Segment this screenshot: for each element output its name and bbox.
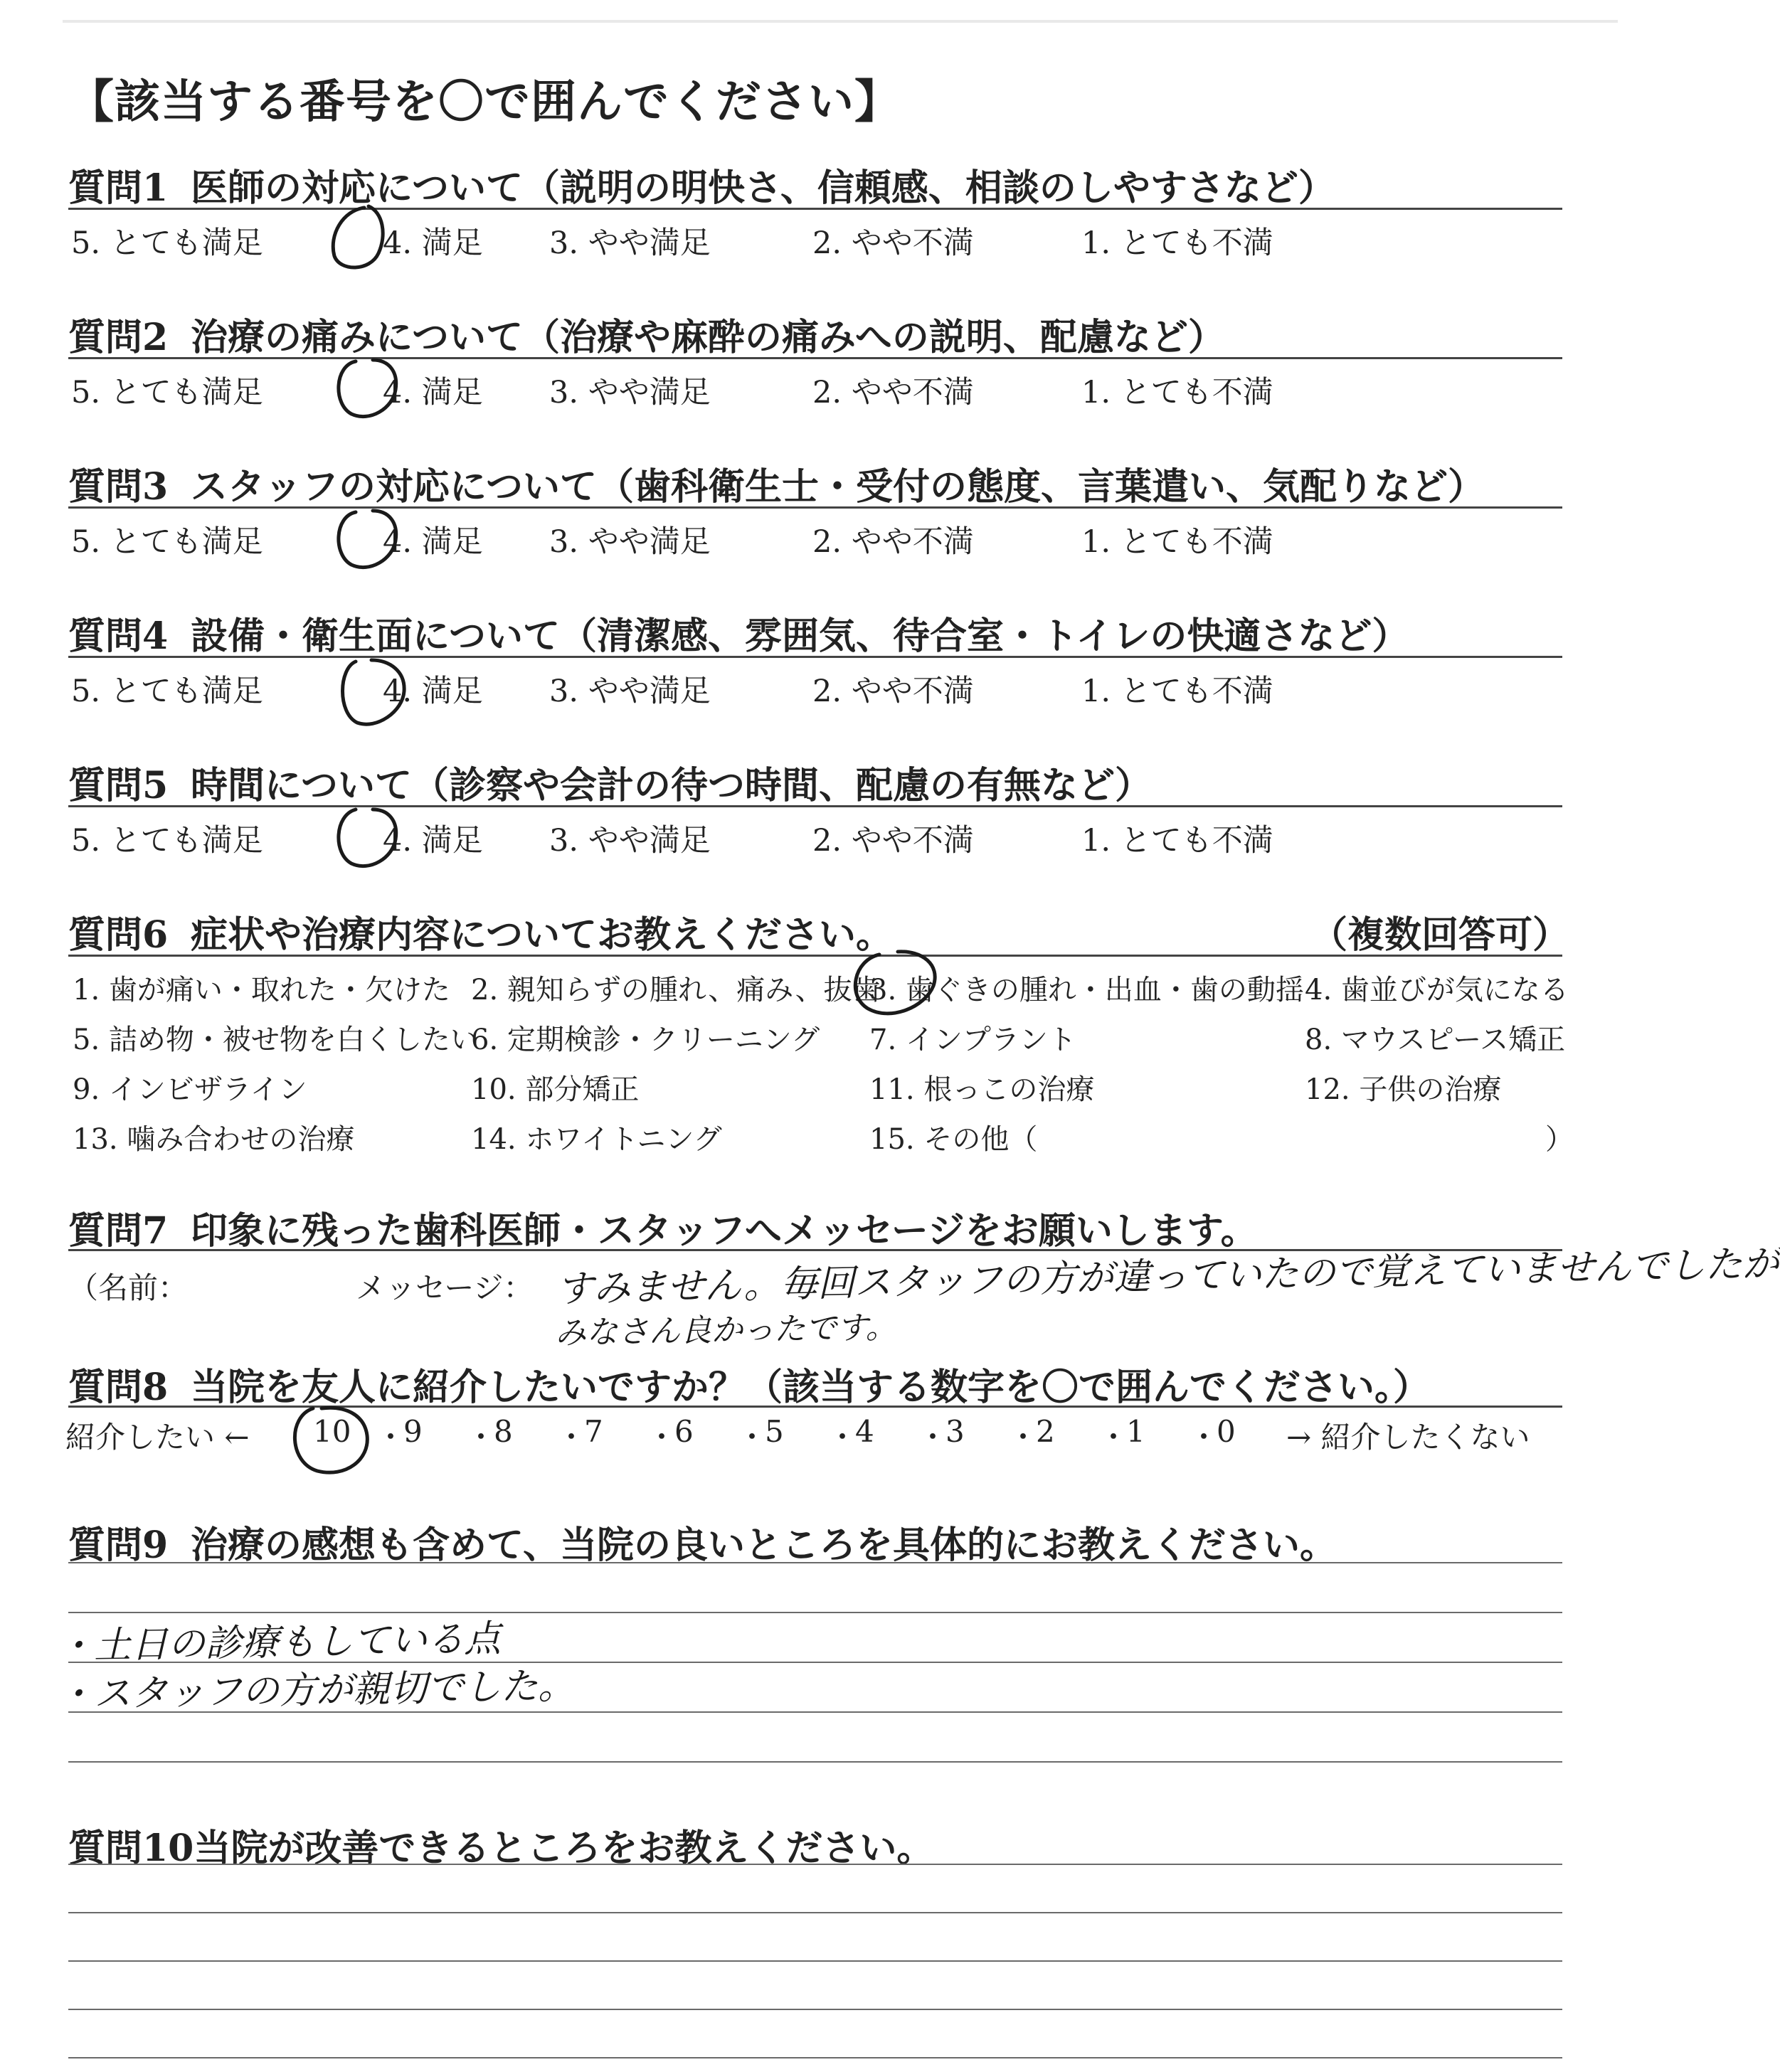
q5-number: 質問5	[68, 764, 169, 807]
q3-option-2[interactable]: 2. やや不満	[812, 524, 974, 560]
q4-option-1[interactable]: 1. とても不満	[1081, 674, 1273, 709]
q8-text: 当院を友人に紹介したいですか？（該当する数字を〇で囲んでください。）	[191, 1366, 1431, 1409]
q6-option-13[interactable]: 13. 噛み合わせの治療	[73, 1123, 355, 1156]
q4-number: 質問4	[68, 615, 169, 658]
q8-left-label: 紹介したい ←	[65, 1420, 250, 1455]
q4-selection-circle	[343, 660, 405, 724]
q1-selection-circle	[333, 206, 383, 267]
q4-option-4[interactable]: 4. 満足	[383, 674, 483, 709]
q3-number: 質問3	[68, 465, 169, 509]
q4-text: 設備・衛生面について（清潔感、雰囲気、待合室・トイレの快適さなど）	[191, 615, 1409, 658]
q2-text: 治療の痛みについて（治療や麻酔の痛みへの説明、配慮など）	[191, 316, 1225, 359]
q9-handwritten-answer-line1: ・土日の診療もしている点	[56, 1617, 502, 1668]
q3-option-4[interactable]: 4. 満足	[383, 524, 483, 560]
q6-multiple-note: （複数回答可）	[1310, 913, 1570, 957]
q2-selection-circle	[339, 360, 396, 417]
q5-option-3[interactable]: 3. やや満足	[549, 823, 711, 859]
q10-number: 質問10	[68, 1827, 194, 1870]
q4-option-5[interactable]: 5. とても満足	[71, 674, 263, 709]
q8-scale-3[interactable]: 3	[945, 1414, 965, 1449]
q5-option-1[interactable]: 1. とても不満	[1081, 823, 1273, 859]
q8-scale-9[interactable]: 9	[403, 1414, 423, 1449]
q8-selection-circle	[295, 1408, 367, 1472]
q8-scale-separator: ・	[827, 1420, 858, 1455]
q7-text: 印象に残った歯科医師・スタッフへメッセージをお願いします。	[191, 1209, 1258, 1253]
q2-option-1[interactable]: 1. とても不満	[1081, 375, 1273, 410]
q8-scale-7[interactable]: 7	[584, 1414, 603, 1449]
q2-number: 質問2	[68, 316, 169, 359]
q7-handwritten-message-line1: すみません。毎回スタッフの方が違っていたので覚えていませんでしたが	[556, 1243, 1780, 1311]
q5-text: 時間について（診察や会計の待つ時間、配慮の有無など）	[191, 764, 1152, 807]
q5-option-4[interactable]: 4. 満足	[383, 823, 483, 859]
q8-scale-4[interactable]: 4	[855, 1414, 874, 1449]
q6-selection-circle	[855, 952, 935, 1014]
q8-scale-8[interactable]: 8	[494, 1414, 513, 1449]
q4-option-3[interactable]: 3. やや満足	[549, 674, 711, 709]
q8-scale-1[interactable]: 1	[1126, 1414, 1145, 1449]
q6-option-1[interactable]: 1. 歯が痛い・取れた・欠けた	[73, 974, 450, 1006]
q8-number: 質問8	[68, 1366, 169, 1409]
q1-option-1[interactable]: 1. とても不満	[1081, 225, 1273, 261]
q6-option-8[interactable]: 8. マウスピース矯正	[1305, 1024, 1566, 1056]
q6-option-14[interactable]: 14. ホワイトニング	[471, 1123, 722, 1156]
q6-option-9[interactable]: 9. インビザライン	[73, 1073, 307, 1106]
q8-scale-separator: ・	[1098, 1420, 1129, 1455]
q1-text: 医師の対応について（説明の明快さ、信頼感、相談のしやすさなど）	[191, 166, 1335, 210]
q6-text: 症状や治療内容についてお教えください。	[191, 913, 893, 957]
q6-option-6[interactable]: 6. 定期検診・クリーニング	[471, 1024, 820, 1056]
q8-scale-2[interactable]: 2	[1036, 1414, 1055, 1449]
q1-option-5[interactable]: 5. とても満足	[71, 225, 263, 261]
q2-option-5[interactable]: 5. とても満足	[71, 375, 263, 410]
q8-scale-separator: ・	[918, 1420, 948, 1455]
q8-scale-separator: ・	[556, 1420, 587, 1455]
q8-scale-separator: ・	[737, 1420, 768, 1455]
q8-scale-separator: ・	[1189, 1420, 1219, 1455]
q8-right-label: → 紹介したくない	[1286, 1420, 1530, 1455]
q5-selection-circle	[339, 809, 396, 866]
q9-number: 質問9	[68, 1524, 169, 1567]
q3-selection-circle	[339, 511, 396, 568]
q6-option-11[interactable]: 11. 根っこの治療	[869, 1073, 1095, 1106]
q3-option-1[interactable]: 1. とても不満	[1081, 524, 1273, 560]
q2-option-3[interactable]: 3. やや満足	[549, 375, 711, 410]
q7-message-label: メッセージ：	[356, 1270, 534, 1305]
q5-option-2[interactable]: 2. やや不満	[812, 823, 974, 859]
q8-scale-10[interactable]: 10	[313, 1414, 351, 1449]
q6-option-2[interactable]: 2. 親知らずの腫れ、痛み、抜歯	[471, 974, 881, 1006]
q9-handwritten-answer-line2: ・スタッフの方が親切でした。	[56, 1664, 576, 1716]
q2-option-2[interactable]: 2. やや不満	[812, 375, 974, 410]
q8-scale-separator: ・	[376, 1420, 406, 1455]
q5-option-5[interactable]: 5. とても満足	[71, 823, 263, 859]
q3-option-3[interactable]: 3. やや満足	[549, 524, 711, 560]
q4-option-2[interactable]: 2. やや不満	[812, 674, 974, 709]
q1-number: 質問1	[68, 166, 169, 210]
q8-scale-0[interactable]: 0	[1217, 1414, 1236, 1449]
q7-handwritten-message-line2: みなさん良かったです。	[554, 1309, 897, 1351]
q6-option-15[interactable]: 15. その他（	[869, 1123, 1038, 1156]
q1-option-3[interactable]: 3. やや満足	[549, 225, 711, 261]
q8-scale-separator: ・	[1008, 1420, 1039, 1455]
q2-option-4[interactable]: 4. 満足	[383, 375, 483, 410]
q1-option-4[interactable]: 4. 満足	[383, 225, 483, 261]
q8-scale-5[interactable]: 5	[765, 1414, 784, 1449]
q10-text: 当院が改善できるところをお教えください。	[194, 1827, 934, 1870]
q6-option-7[interactable]: 7. インプラント	[869, 1024, 1076, 1056]
q6-option-3[interactable]: 3. 歯ぐきの腫れ・出血・歯の動揺	[869, 974, 1304, 1006]
q8-scale-6[interactable]: 6	[674, 1414, 694, 1449]
q7-name-label: （名前：	[68, 1270, 189, 1305]
q6-option-5[interactable]: 5. 詰め物・被せ物を白くしたい	[73, 1024, 479, 1056]
q3-text: スタッフの対応について（歯科衛生士・受付の態度、言葉遣い、気配りなど）	[191, 465, 1485, 509]
q6-other-close-paren: ）	[1545, 1123, 1574, 1156]
q8-scale-separator: ・	[647, 1420, 677, 1455]
q6-number: 質問6	[68, 913, 169, 957]
q3-option-5[interactable]: 5. とても満足	[71, 524, 263, 560]
q9-text: 治療の感想も含めて、当院の良いところを具体的にお教えください。	[191, 1524, 1337, 1567]
q6-option-10[interactable]: 10. 部分矯正	[471, 1073, 640, 1106]
q6-option-4[interactable]: 4. 歯並びが気になる	[1305, 974, 1569, 1006]
page-heading: 【該当する番号を〇で囲んでください】	[68, 75, 901, 129]
q8-scale-separator: ・	[466, 1420, 497, 1455]
q7-number: 質問7	[68, 1209, 169, 1253]
q6-option-12[interactable]: 12. 子供の治療	[1305, 1073, 1502, 1106]
q1-option-2[interactable]: 2. やや不満	[812, 225, 974, 261]
